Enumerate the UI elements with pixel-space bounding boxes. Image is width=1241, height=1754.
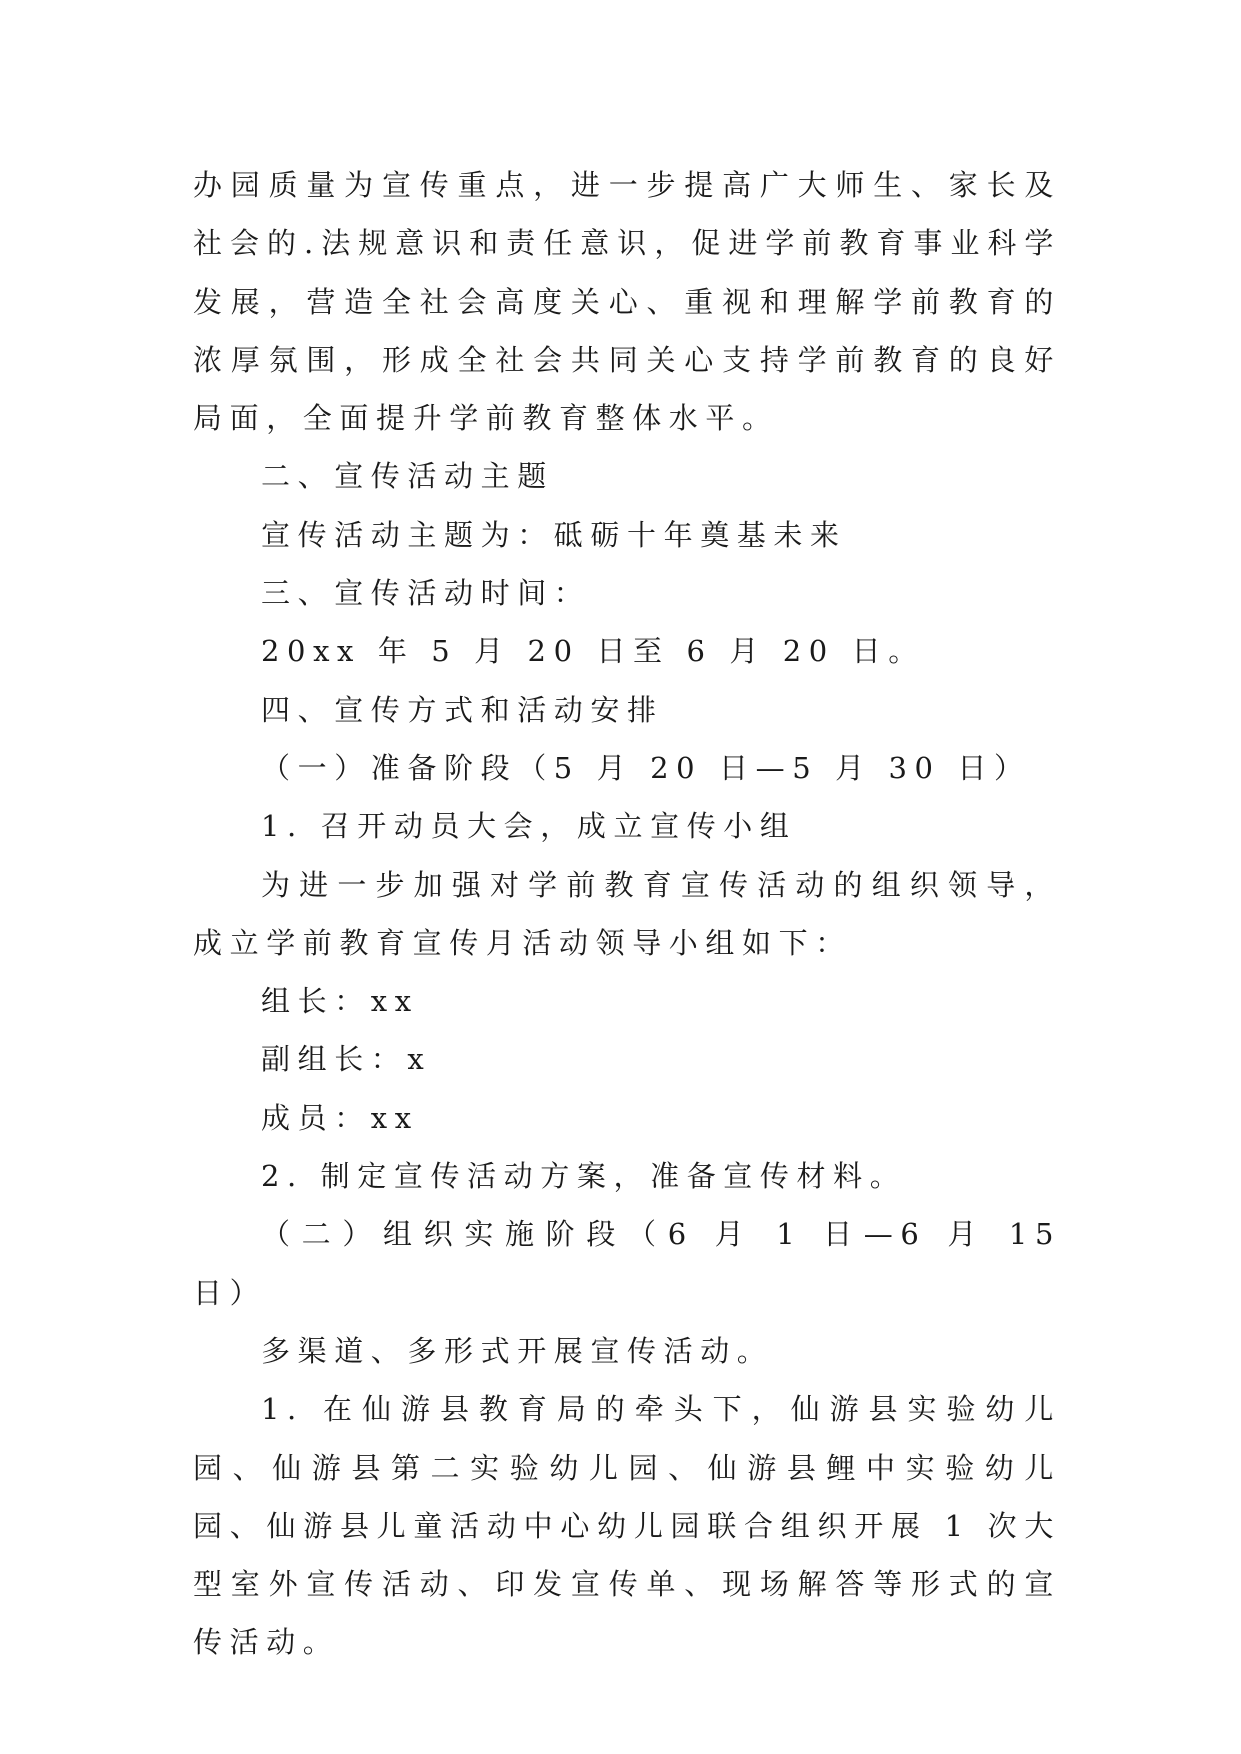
section-heading: 二、宣传活动主题	[261, 459, 554, 494]
list-item: 2. 制定宣传活动方案，准备宣传材料。	[261, 1159, 907, 1194]
paragraph: 为进一步加强对学前教育宣传活动的组织领导，成立学前教育宣传月活动领导小组如下：	[193, 867, 1061, 960]
section-heading: 四、宣传方式和活动安排	[261, 692, 664, 727]
paragraph: 宣传活动主题为：砥砺十年奠基未来	[261, 517, 847, 552]
list-item: 组长：xx	[261, 984, 419, 1019]
paragraph: 多渠道、多形式开展宣传活动。	[261, 1333, 774, 1368]
list-item: 副组长：x	[261, 1042, 432, 1077]
paragraph: 20xx 年 5 月 20 日至 6 月 20 日。	[261, 634, 925, 669]
list-item: 1. 在仙游县教育局的牵头下，仙游县实验幼儿园、仙游县第二实验幼儿园、仙游县鲤中实验幼儿园、仙游县儿童活动中心幼儿园联合组织开展 1 次大型室外宣传活动、印发宣传单、现场解答等形式的宣传活动。	[193, 1392, 1061, 1660]
paragraph: 办园质量为宣传重点，进一步提高广大师生、家长及社会的.法规意识和责任意识，促进学前教育事业科学发展，营造全社会高度关心、重视和理解学前教育的浓厚氛围，形成全社会共同关心支持学前教育的良好局面，全面提升学前教育整体水平。	[193, 168, 1061, 436]
list-item: 成员：xx	[261, 1100, 419, 1135]
subsection-heading: （二）组织实施阶段（6 月 1 日—6 月 15 日）	[193, 1217, 1061, 1310]
subsection-heading: （一）准备阶段（5 月 20 日—5 月 30 日）	[261, 750, 1031, 785]
section-heading: 三、宣传活动时间：	[261, 576, 591, 611]
list-item: 1. 召开动员大会，成立宣传小组	[261, 809, 797, 844]
document-body	[193, 156, 1061, 1672]
